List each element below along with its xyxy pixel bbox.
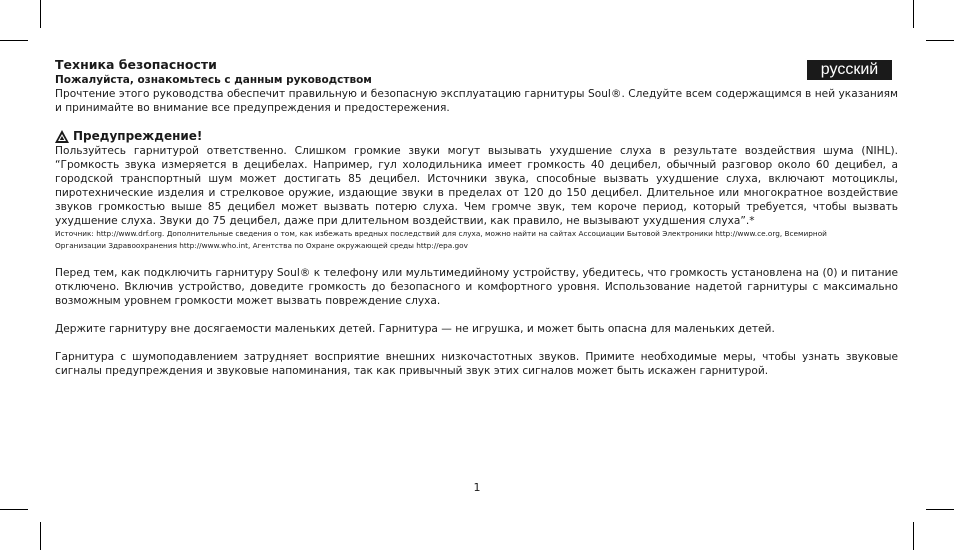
language-badge: русский (807, 60, 892, 80)
warning-paragraph: Пользуйтесь гарнитурой ответственно. Слишком громкие звуки могут вызывать ухудшение слуха в результате воздействия шума (NIHL). “Громкость звука измеряется в децибелах. Например, гул холодильника имеет громкость 40 децибел, обычный разговор около 60 децибел, а городской транспортный шум может достигать 85 децибел. Источники звука, способные вызвать ухудшение слуха, включают мотоциклы, пиротехнические изделия и стрелковое оружие, издающие звуки в пределах от 120 до 150 децибел. Длительное или многократное воздействие звуков громкостью выше 85 децибел может вызвать потерю слуха. Чем громче звук, тем короче период, который требуется, чтобы вызвать ухудшение слуха. Звуки до 75 децибел, даже при длительном воздействии, как правило, не вызывают ухудшения слуха”.* (55, 145, 898, 227)
crop-mark-top-left-vertical (40, 0, 41, 28)
crop-mark-bottom-left-vertical (40, 522, 41, 550)
crop-mark-top-right-vertical (913, 0, 914, 28)
page-content (55, 57, 898, 378)
source-note-line-2: Организации Здравоохранения http://www.who.int, Агентства по Охране окружающей среды http://epa.gov (55, 241, 468, 250)
crop-mark-top-left-horizontal (0, 40, 28, 41)
page-title: Техника безопасности (55, 57, 217, 72)
page-number: 1 (473, 481, 481, 494)
crop-mark-bottom-right-vertical (913, 522, 914, 550)
page-subtitle: Пожалуйста, ознакомьтесь с данным руководством (55, 74, 372, 86)
paragraph-connect: Перед тем, как подключить гарнитуру Soul® к телефону или мультимедийному устройству, убедитесь, что громкость установлена на (0) и питание отключено. Включив устройство, доведите громкость до безопасного и комфортного уровня. Использование надетой гарнитуры с максимально возможным уровнем громкости может вызвать повреждение слуха. (55, 267, 898, 307)
paragraph-noise-cancel: Гарнитура с шумоподавлением затрудняет восприятие внешних низкочастотных звуков. Примите необходимые меры, чтобы узнать звуковые сигналы предупреждения и звуковые напоминания, так как привычный звук этих сигналов может быть искажен гарнитурой. (55, 351, 898, 377)
crop-mark-bottom-right-horizontal (926, 509, 954, 510)
source-note-line-1: Источник: http://www.drf.org. Дополнительные сведения о том, как избежать вредных последствий для слуха, можно найти на сайтах Ассоциации Бытовой Электроники http://www.ce.org, Всемирной (55, 229, 827, 238)
crop-mark-bottom-left-horizontal (0, 509, 28, 510)
warning-heading-text: Предупреждение! (73, 129, 203, 143)
crop-mark-top-right-horizontal (926, 40, 954, 41)
warning-heading (55, 129, 898, 144)
intro-paragraph: Прочтение этого руководства обеспечит правильную и безопасную эксплуатацию гарнитуры Soul®. Следуйте всем содержащимся в ней указаниям и принимайте во внимание все предупреждения и предостережения. (55, 88, 898, 114)
paragraph-children: Держите гарнитуру вне досягаемости маленьких детей. Гарнитура — не игрушка, и может быть опасна для маленьких детей. (55, 323, 775, 335)
warning-triangle-icon (55, 130, 69, 143)
